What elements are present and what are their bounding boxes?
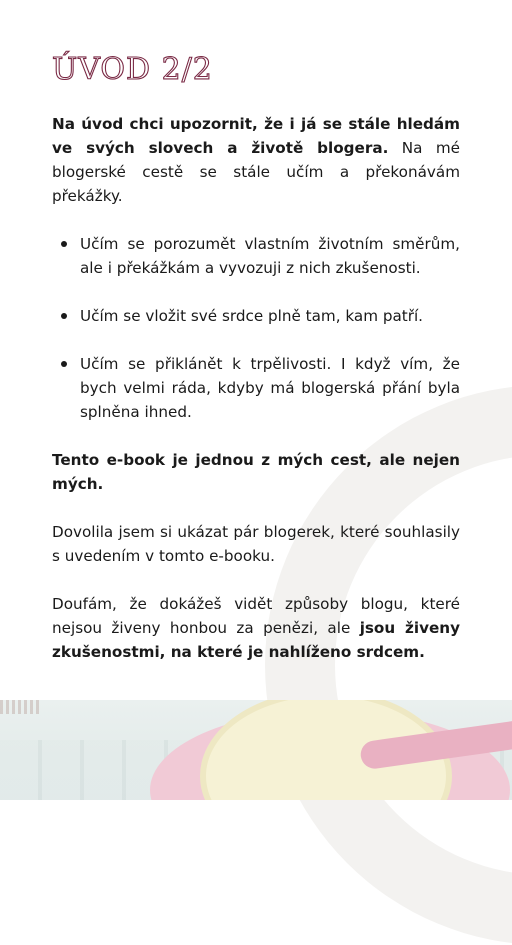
closing-bold-text: jsou živeny zkušenostmi, na které je nahlíženo srdcem. <box>52 619 460 661</box>
ebook-statement: Tento e-book je jednou z mých cest, ale nejen mých. <box>52 451 460 493</box>
intro-normal-text: Na mé blogerské cestě se stále učím a překonávám překážky. <box>52 139 460 205</box>
list-item: Učím se porozumět vlastním životním směrům, ale i překážkám a vyvozuji z nich zkušenosti. <box>80 232 460 280</box>
list-item: Učím se přiklánět k trpělivosti. I když vím, že bych velmi ráda, kdyby má blogerská přání byla splněna ihned. <box>80 352 460 424</box>
closing-paragraph <box>52 592 460 664</box>
closing-normal-text: Doufám, že dokážeš vidět způsoby blogu, které nejsou živeny honbou za penězi, ale <box>52 595 460 637</box>
lace-detail <box>0 700 40 714</box>
permission-paragraph: Dovolila jsem si ukázat pár blogerek, které souhlasily s uvedením v tomto e-booku. <box>52 523 460 565</box>
list-item: Učím se vložit své srdce plně tam, kam patří. <box>80 304 460 328</box>
teacup-photo <box>0 700 512 800</box>
page-title: ÚVOD 2/2 <box>52 52 213 87</box>
intro-paragraph <box>52 112 460 208</box>
intro-bold-text: Na úvod chci upozornit, že i já se stále hledám ve svých slovech a životě blogera. <box>52 115 460 157</box>
